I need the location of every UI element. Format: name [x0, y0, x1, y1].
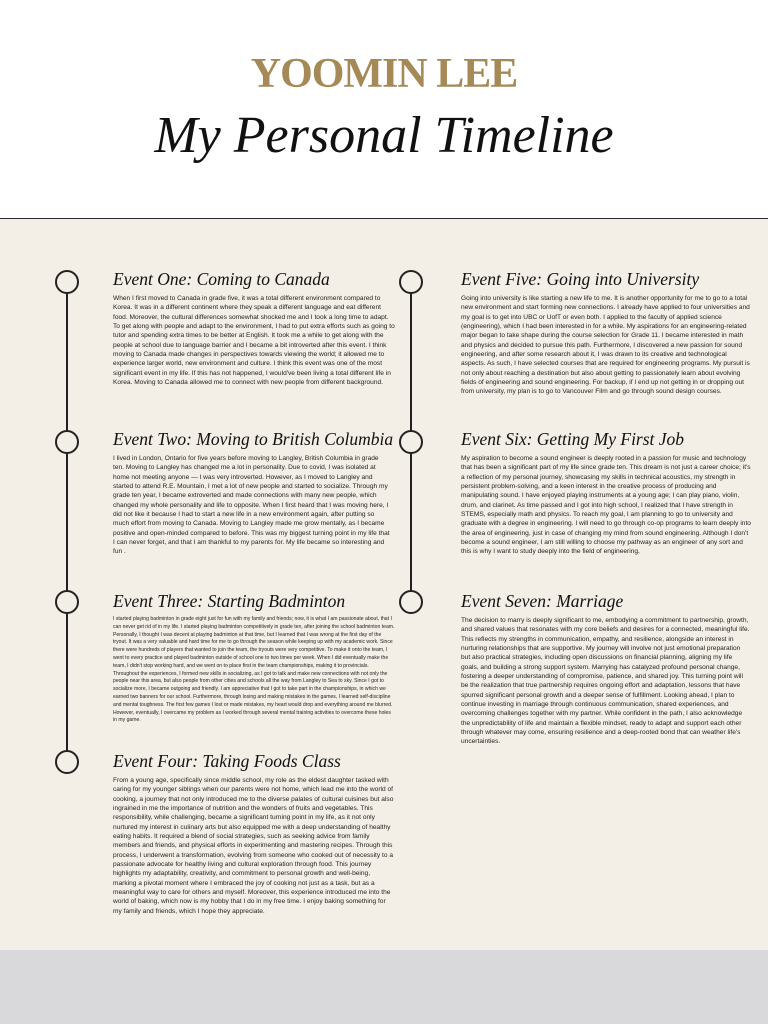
- event-title: Event Three: Starting Badminton: [113, 591, 346, 611]
- event-body: When I first moved to Canada in grade five, it was a total different environment compared to Korea. It was in a different continent where they speak a different language and eat different food. Moreover, the cultural differences somewhat shocked me and I took a long time to adapt. To get along with people and adapt to the environment, I had to put extra efforts such as going to tutor and spending extra times to be better at English. It took me a while to get along with the people at school due to language barrier and I became a bit introverted after this event. I think moving to Canada made changes in perspectives towards viewing the world; it allowed me to experience larger world, new environment and culture. I think this event was one of the most significant event in my life. If this has not happened, I would've been living a total different life in Korea. Moving to Canada allowed me to connect with new people from different background.: [113, 295, 395, 387]
- event-title: Event Four: Taking Foods Class: [113, 751, 341, 771]
- event-body: Going into university is like starting a new life to me. It is another opportunity for me to go to a total new environment and start forming new connections. I already have applied to four universities and my goal is to get into UBC or UofT or even both. I applied to the faculty of applied science (engineering), which I had been interested in for a while. My aspirations for an engineering-related major began to take shape during the course selection for Grade 11. I became interested in math and physics and decided to pursue this path. Furthermore, I discovered a new passion for sound engineering, and after some research about it, I was drawn to its creative and technological aspects. As such, I have selected courses that are required for engineering programs. My pursuit is not only about reaching a destination but also about getting to passionately learn about evolving fields of engineering and sound engineering. For backup, if I end up not getting in or dropping out from university, my plan is to go to Vancouver Film and go through sound design courses.: [461, 295, 750, 396]
- timeline-node-7: [399, 590, 423, 614]
- timeline-node-6: [399, 430, 423, 454]
- page-title: My Personal Timeline: [154, 107, 614, 164]
- event-title: Event Two: Moving to British Columbia: [113, 429, 394, 449]
- timeline-node-1: [55, 270, 79, 294]
- event-6: [461, 428, 751, 557]
- event-2: [113, 428, 394, 557]
- event-body: From a young age, specifically since middle school, my role as the eldest daughter tasked with caring for my younger siblings when our parents were not home, which lead me into the world of cooking, a journey that not only introduced me to the diverse palates of cultural cuisines but also ingrained in me the importance of nutrition and the wonders of fruits and vegetables. This responsibility, while challenging, became a significant turning point in my life, as it not only nurtured my interest in culinary arts but also equipped me with a deep understanding of healthy eating habits. It required a blend of social strategies, such as seeking advice from family members and friends, and physical efforts in experimenting and mastering recipes. Through this process, I underwent a transformation, evolving from someone who cooked out of necessity to a passionate advocate for healthy living and cultural exploration through food. This journey highlights my adaptability, creativity, and commitment to personal growth and well-being, marking a pivotal moment where I embraced the joy of cooking not just as a task, but as a meaningful way to care for others and myself. Moreover, this experience introduced me into the world of baking, which now is my hobby that I do in my free time. I enjoy baking something for my family and friends, which I hope they appreciate.: [113, 777, 394, 915]
- event-5: [461, 268, 751, 397]
- timeline-node-3: [55, 590, 79, 614]
- event-4: [113, 750, 395, 916]
- event-body: The decision to marry is deeply significant to me, embodying a commitment to partnership, growth, and shared values that resonates with my core beliefs and desires for a connected, meaningful life. This reflects my strengths in communication, empathy, and resilience, alongside an interest in nurturing relationships that are supportive. My journey will involve not just emotional preparation but also practical strategies, including open discussions on financial planning, aligning my life goals, and building a strong support system. Marrying has catalyzed profound personal change, fostering a deeper understanding of compromise, patience, and shared joy. This turning point will be the realization that true partnership requires ongoing effort and adaptation, lessons that have spurred significant personal growth and a deeper sense of fulfillment. Looking ahead, I plan to continue investing in marriage through continuous communication, shared experiences, and overcoming challenges together with my partner. While confident in the path, I also acknowledge the unpredictability of life and maintain a flexible mindset, ready to adapt and support each other through whatever may come, ensuring resilience and a deep-rooted bond that can weather life's uncertainties.: [461, 617, 750, 746]
- event-body: My aspiration to become a sound engineer is deeply rooted in a passion for music and technology that has been a significant part of my life since grade ten. This dream is not just a career choice; it's a reflection of my personal journey, showcasing my skills in technical acoustics, my strength in persistent problem-solving, and a keen interest in the creative process of producing and manipulating sound. I have enjoyed playing instruments at a young age; I can play piano, violin, drum, and clarinet. As time passed and I got into high school, I realized that I have strength in STEMS, especially math and physics. To reach my goal, I am planning to go to university and graduate with a degree in engineering. I will need to go through co-op programs to learn deeply into the area of engineering, just in case of changing my mind from sound engineering. Although I don't become a sound engineer, I am still willing to choose my pathway as an engineer of any sort and this is why I want to study deeply into the field of engineering.: [461, 455, 751, 556]
- timeline-node-4: [55, 750, 79, 774]
- event-title: Event Five: Going into University: [461, 269, 700, 289]
- event-1: [113, 268, 395, 387]
- event-body: I lived in London, Ontario for five years before moving to Langley, British Columbia in grade ten. Moving to Langley has changed me a lot in personality. Due to covid, I was isolated at home not meeting anyone — I was very introverted. However, as I moved to Langley and started to attend R.E. Mountain, I met a lot of new people and started to socialize. Through my grade ten year, I became extroverted and made connections with many new people, which changed my whole personality and life to opposite. When I first heard that I was moving here, I did not like it because I had to start a new life in a new environment again, after putting so much effort from moving to Canada. Moving to Langley made me grow mentally, as I became positive and open-minded compared to before. This was my biggest turning point in my life that I can never forget, and that I am thankful to my parents for. My life became so interesting and fun .: [113, 455, 390, 556]
- timeline-node-5: [399, 270, 423, 294]
- event-title: Event One: Coming to Canada: [113, 269, 330, 289]
- timeline-node-2: [55, 430, 79, 454]
- event-title: Event Seven: Marriage: [461, 591, 624, 611]
- timeline-line-left: [66, 282, 68, 762]
- event-title: Event Six: Getting My First Job: [461, 429, 685, 449]
- author-name: YOOMIN LEE: [250, 51, 518, 97]
- event-7: [461, 590, 751, 747]
- event-body: I started playing badminton in grade eight just for fun with my family and friends; now, it is what I am passionate about, that I can never get rid of in my life. I started playing badminton competitively in grade ten, after joining the school badminton team. Personally, I thought I was decent at playing badminton at that time, but I learned that I was wrong at the first day of the tryout. It was a very valuable and hard time for me to go through the season while keeping up with my academic work. Since there were hundreds of players that wanted to join the team, the tryouts were very competitive. To make it onto the team, I went to every practice and played badminton outside of school one to two times per week. When I did eventually make the team, I didn't stop working hard, and we went on to place first in the team championships, making it to provincials. Throughout the experiences, I formed new skills in socializing, as I got to talk and make new connections with not only the people near this area, but also people from other cities and schools all the way from Langley to Sea to sky. Since I got to socialize more, I became outgoing and friendly. I am appreciative that I got to take part in the championships, in which we earned two banners for our school. Furthermore, through losing and making mistakes in the games, I learned self-discipline and mental toughness. The first few games I lost or made mistakes, my heart would drop and everything around me blurred. However, eventually, I overcame my problem as I worked through several mental training activities to overcome these holes in my game.: [113, 616, 395, 724]
- event-3: [113, 590, 395, 725]
- footer-band: [0, 950, 768, 1024]
- header: [0, 0, 768, 218]
